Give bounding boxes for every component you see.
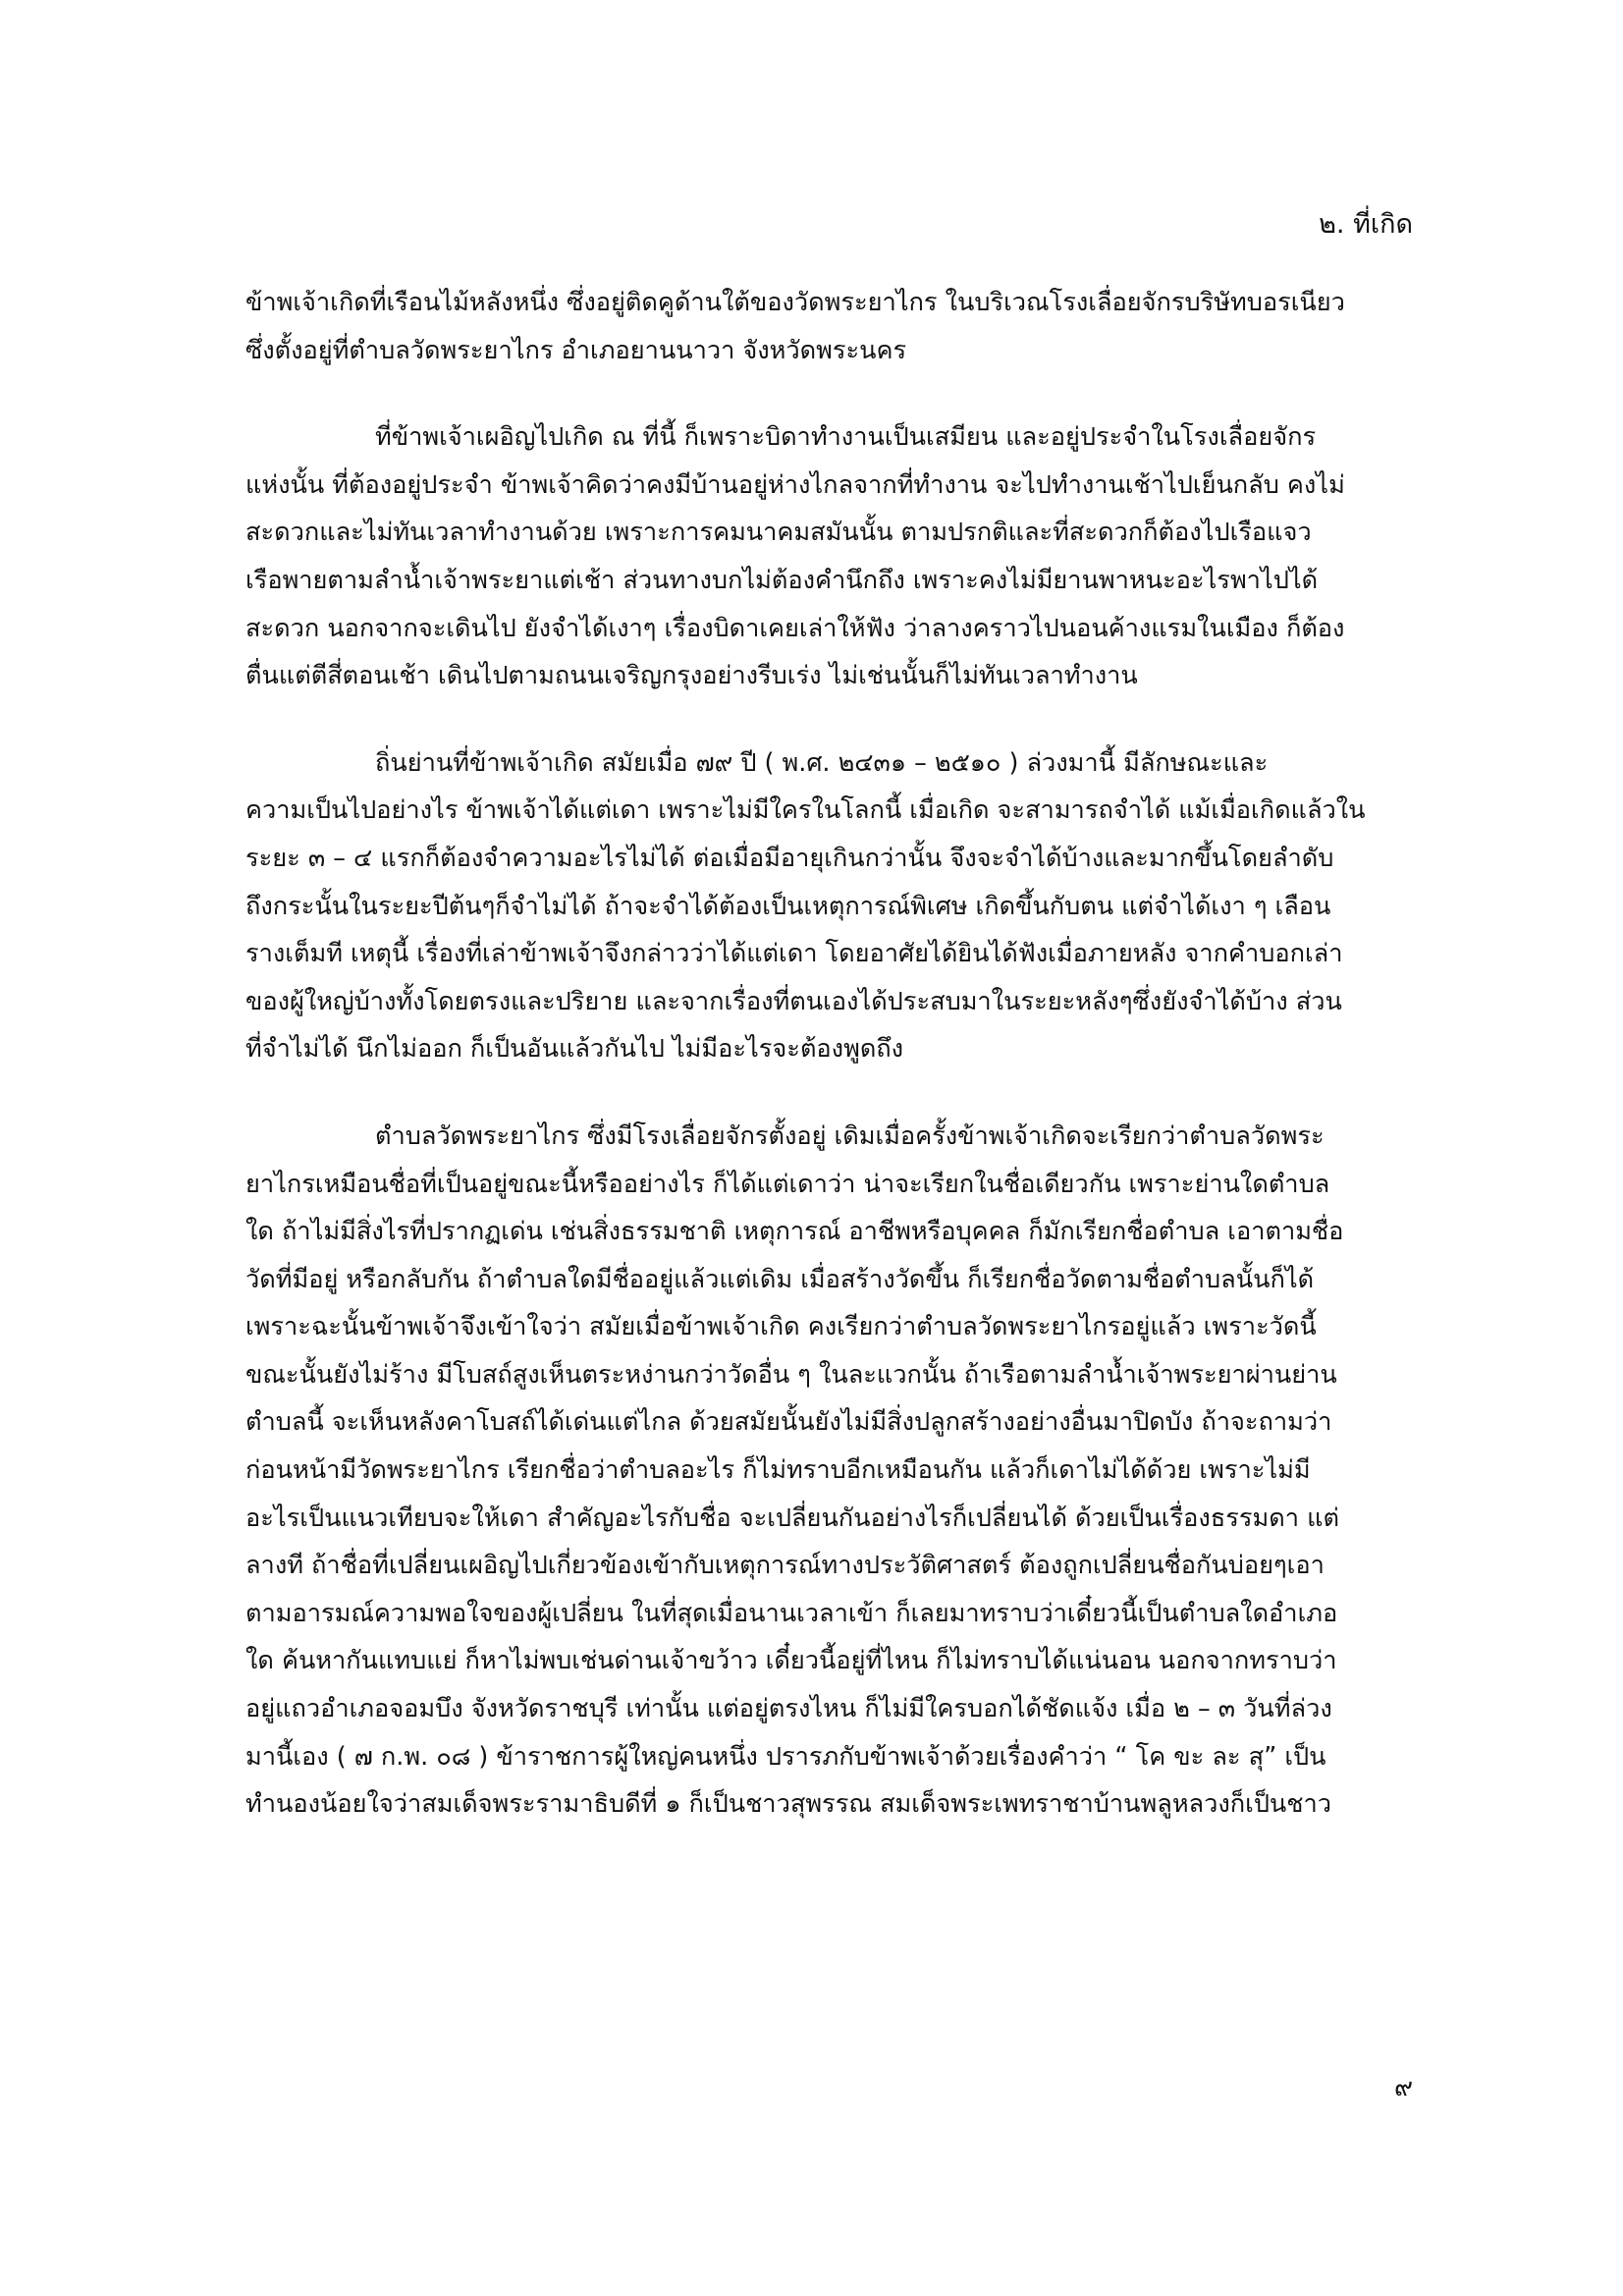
text-line: ถิ่นย่านที่ข้าพเจ้าเกิด สมัยเมื่อ ๗๙ ปี ( พ.ศ. ๒๔๓๑ – ๒๕๑๐ ) ล่วงมานี้ มีลักษณะและ <box>375 746 1269 777</box>
text-line: ระยะ ๓ – ๔ แรกก็ต้องจำความอะไรไม่ได้ ต่อเมื่อมีอายุเกินกว่านั้น จึงจะจำได้บ้างและมากขึ้นโดยลำดับ <box>245 842 1334 872</box>
text-line: ข้าพเจ้าเกิดที่เรือนไม้หลังหนึ่ง ซึ่งอยู่ติดคูด้านใต้ของวัดพระยาไกร ในบริเวณโรงเลื่อยจักรบริษัทบอรเนียว <box>245 287 1345 316</box>
text-line: ตำบลนี้ จะเห็นหลังคาโบสถ์ได้เด่นแต่ไกล ด้วยสมัยนั้นยังไม่มีสิ่งปลูกสร้างอย่างอื่นมาปิดบัง ถ้าจะถามว่า <box>245 1406 1332 1437</box>
paragraph-3 <box>245 738 1406 1072</box>
text-line: ทำนองน้อยใจว่าสมเด็จพระรามาธิบดีที่ ๑ ก็เป็นชาวสุพรรณ สมเด็จพระเพทราชาบ้านพลูหลวงก็เป็นชาว <box>245 1788 1332 1819</box>
page-number: ๙ <box>1393 2073 1413 2103</box>
body-text <box>245 278 1406 1828</box>
paragraph-1 <box>245 278 1406 373</box>
text-line: อยู่แถวอำเภอจอมบึง จังหวัดราชบุรี เท่านั้น แต่อยู่ตรงไหน ก็ไม่มีใครบอกได้ชัดแจ้ง เมื่อ ๒ – ๓ วันที่ล่วง <box>245 1693 1332 1723</box>
text-line: อะไรเป็นแนวเทียบจะให้เดา สำคัญอะไรกับชื่อ จะเปลี่ยนกันอย่างไรก็เปลี่ยนได้ ด้วยเป็นเรื่องธรรมดา แต่ <box>245 1502 1339 1532</box>
text-line: มานี้เอง ( ๗ ก.พ. ๐๘ ) ข้าราชการผู้ใหญ่คนหนึ่ง ปรารภกับข้าพเจ้าด้วยเรื่องคำว่า “ โค ขะ ละ สุ” เป็น <box>245 1740 1326 1771</box>
text-line: แห่งนั้น ที่ต้องอยู่ประจำ ข้าพเจ้าคิดว่าคงมีบ้านอยู่ห่างไกลจากที่ทำงาน จะไปทำงานเช้าไปเย็นกลับ คงไม่ <box>245 468 1345 499</box>
paragraph-gap <box>245 699 1406 738</box>
text-line: เพราะฉะนั้นข้าพเจ้าจึงเข้าใจว่า สมัยเมื่อข้าพเจ้าเกิด คงเรียกว่าตำบลวัดพระยาไกรอยู่แล้ว เพราะวัดนี้ <box>245 1311 1317 1341</box>
text-line: ลางที ถ้าชื่อที่เปลี่ยนเผอิญไปเกี่ยวข้องเข้ากับเหตุการณ์ทางประวัติศาสตร์ ต้องถูกเปลี่ยนชื่อกันบ่อยๆเอา <box>245 1550 1325 1580</box>
paragraph-2 <box>245 412 1406 699</box>
text-line: ใด ถ้าไม่มีสิ่งไรที่ปรากฏเด่น เช่นสิ่งธรรมชาติ เหตุการณ์ อาชีพหรือบุคคล ก็มักเรียกชื่อตำบล เอาตามชื่อ <box>245 1216 1344 1246</box>
section-heading: ๒. ที่เกิด <box>1319 209 1413 240</box>
text-line: วัดที่มีอยู่ หรือกลับกัน ถ้าตำบลใดมีชื่ออยู่แล้วแต่เดิม เมื่อสร้างวัดขึ้น ก็เรียกชื่อวัดตามชื่อตำบลนั้นก็ได้ <box>245 1263 1315 1293</box>
text-line: ขณะนั้นยังไม่ร้าง มีโบสถ์สูงเห็นตระหง่านกว่าวัดอื่น ๆ ในละแวกนั้น ถ้าเรือตามลำน้ำเจ้าพระยาผ่านย่าน <box>245 1358 1337 1389</box>
paragraph-4 <box>245 1112 1406 1828</box>
text-line: ก่อนหน้ามีวัดพระยาไกร เรียกชื่อว่าตำบลอะไร ก็ไม่ทราบอีกเหมือนกัน แล้วก็เดาไม่ได้ด้วย เพราะไม่มี <box>245 1454 1311 1485</box>
text-line: ที่จำไม่ได้ นึกไม่ออก ก็เป็นอันแล้วกันไป ไม่มีอะไรจะต้องพูดถึง <box>245 1033 904 1064</box>
text-line: ยาไกรเหมือนชื่อที่เป็นอยู่ขณะนี้หรืออย่างไร ก็ได้แต่เดาว่า น่าจะเรียกในชื่อเดียวกัน เพราะย่านใดตำบล <box>245 1168 1330 1198</box>
text-line: ตื่นแต่ตีสี่ตอนเช้า เดินไปตามถนนเจริญกรุงอย่างรีบเร่ง ไม่เช่นนั้นก็ไม่ทันเวลาทำงาน <box>245 660 1138 690</box>
paragraph-gap <box>245 1072 1406 1112</box>
text-line: ใด ค้นหากันแทบแย่ ก็หาไม่พบเช่นด่านเจ้าขว้าว เดี๋ยวนี้อยู่ที่ไหน ก็ไม่ทราบได้แน่นอน นอกจากทราบว่า <box>245 1645 1337 1675</box>
text-line: ตามอารมณ์ความพอใจของผู้เปลี่ยน ในที่สุดเมื่อนานเวลาเข้า ก็เลยมาทราบว่าเดี๋ยวนี้เป็นตำบลใดอำเภอ <box>245 1597 1338 1627</box>
text-line: ของผู้ใหญ่บ้างทั้งโดยตรงและปริยาย และจากเรื่องที่ตนเองได้ประสบมาในระยะหลังๆซึ่งยังจำได้บ้าง ส่วน <box>245 985 1342 1015</box>
text-line: ตำบลวัดพระยาไกร ซึ่งมีโรงเลื่อยจักรตั้งอยู่ เดิมเมื่อครั้งข้าพเจ้าเกิดจะเรียกว่าตำบลวัดพระ <box>375 1120 1325 1150</box>
paragraph-gap <box>245 373 1406 412</box>
text-line: ซึ่งตั้งอยู่ที่ตำบลวัดพระยาไกร อำเภอยานนาวา จังหวัดพระนคร <box>245 334 907 364</box>
text-line: รางเต็มที เหตุนี้ เรื่องที่เล่าข้าพเจ้าจึงกล่าวว่าได้แต่เดา โดยอาศัยได้ยินได้ฟังเมื่อภายหลัง จากคำบอกเล่า <box>245 938 1343 968</box>
text-line: สะดวก นอกจากจะเดินไป ยังจำได้เงาๆ เรื่องบิดาเคยเล่าให้ฟัง ว่าลางคราวไปนอนค้างแรมในเมือง ก็ต้อง <box>245 612 1345 642</box>
text-line: เรือพายตามลำน้ำเจ้าพระยาแต่เช้า ส่วนทางบกไม่ต้องคำนึกถึง เพราะคงไม่มียานพาหนะอะไรพาไปได้ <box>245 564 1319 594</box>
text-line: ที่ข้าพเจ้าเผอิญไปเกิด ณ ที่นี้ ก็เพราะบิดาทำงานเป็นเสมียน และอยู่ประจำในโรงเลื่อยจักร <box>375 421 1317 452</box>
text-line: สะดวกและไม่ทันเวลาทำงานด้วย เพราะการคมนาคมสมันนั้น ตามปรกติและที่สะดวกก็ต้องไปเรือแจว <box>245 517 1312 547</box>
text-line: ความเป็นไปอย่างไร ข้าพเจ้าได้แต่เดา เพราะไม่มีใครในโลกนี้ เมื่อเกิด จะสามารถจำได้ แม้เมื่อเกิดแล้วใน <box>245 794 1366 825</box>
text-line: ถึงกระนั้นในระยะปีต้นๆก็จำไม่ได้ ถ้าจะจำได้ต้องเป็นเหตุการณ์พิเศษ เกิดขึ้นกับตน แต่จำได้เงา ๆ เลือน <box>245 890 1331 920</box>
